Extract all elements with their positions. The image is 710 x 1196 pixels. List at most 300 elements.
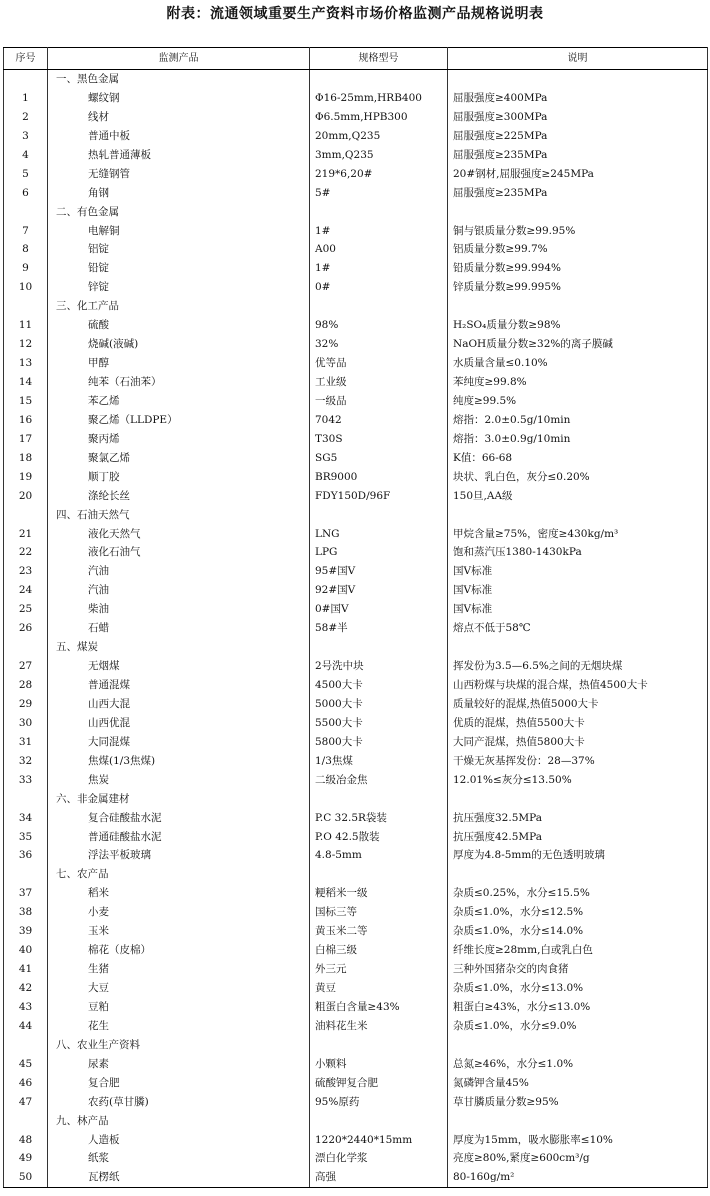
row-desc <box>448 506 708 525</box>
row-spec: 219*6,20# <box>310 165 448 184</box>
row-product: 大同混煤 <box>48 733 310 752</box>
row-product: 玉米 <box>48 922 310 941</box>
row-desc: 杂质≤1.0%，水分≤12.5% <box>448 903 708 922</box>
row-number: 8 <box>4 240 48 259</box>
row-number: 21 <box>4 525 48 544</box>
table-row <box>4 278 708 297</box>
row-number: 28 <box>4 676 48 695</box>
table-row <box>4 1017 708 1036</box>
row-desc: 挥发份为3.5—6.5%之间的无烟块煤 <box>448 657 708 676</box>
table-row <box>4 1149 708 1168</box>
row-spec: 小颗料 <box>310 1055 448 1074</box>
row-product: 石蜡 <box>48 619 310 638</box>
row-desc: 屈服强度≥300MPa <box>448 108 708 127</box>
row-desc: 纤维长度≥28mm,白或乳白色 <box>448 941 708 960</box>
row-product: 电解铜 <box>48 222 310 241</box>
row-desc: 块状、乳白色，灰分≤0.20% <box>448 468 708 487</box>
table-row <box>4 449 708 468</box>
row-spec: 1/3焦煤 <box>310 752 448 771</box>
row-desc: 抗压强度32.5MPa <box>448 809 708 828</box>
category-label: 九、林产品 <box>48 1112 310 1131</box>
table-row <box>4 998 708 1017</box>
row-product: 纯苯（石油苯） <box>48 373 310 392</box>
row-desc: 总氮≥46%，水分≤1.0% <box>448 1055 708 1074</box>
row-number <box>4 638 48 657</box>
row-desc: 熔点不低于58℃ <box>448 619 708 638</box>
row-number: 14 <box>4 373 48 392</box>
row-spec: 92#国Ⅴ <box>310 581 448 600</box>
row-spec: 3mm,Q235 <box>310 146 448 165</box>
row-desc: 山西粉煤与块煤的混合煤，热值4500大卡 <box>448 676 708 695</box>
row-number: 18 <box>4 449 48 468</box>
table-row <box>4 525 708 544</box>
row-spec: LPG <box>310 543 448 562</box>
row-product: 聚乙烯（LLDPE） <box>48 411 310 430</box>
row-spec: 油料花生米 <box>310 1017 448 1036</box>
category-label: 五、煤炭 <box>48 638 310 657</box>
table-row <box>4 127 708 146</box>
row-product: 硫酸 <box>48 316 310 335</box>
row-number: 10 <box>4 278 48 297</box>
row-product: 无烟煤 <box>48 657 310 676</box>
table-row <box>4 695 708 714</box>
category-row <box>4 1036 708 1055</box>
row-desc: 国Ⅴ标准 <box>448 562 708 581</box>
row-spec: 58#半 <box>310 619 448 638</box>
row-product: 花生 <box>48 1017 310 1036</box>
row-desc <box>448 638 708 657</box>
row-desc <box>448 203 708 222</box>
row-desc <box>448 297 708 316</box>
row-product: 山西优混 <box>48 714 310 733</box>
row-product: 棉花（皮棉） <box>48 941 310 960</box>
category-row <box>4 865 708 884</box>
row-spec: Φ16-25mm,HRB400 <box>310 89 448 108</box>
row-desc: K值：66-68 <box>448 449 708 468</box>
row-desc: 大同产混煤，热值5800大卡 <box>448 733 708 752</box>
row-spec: 2号洗中块 <box>310 657 448 676</box>
row-desc: 屈服强度≥400MPa <box>448 89 708 108</box>
row-desc: 国Ⅴ标准 <box>448 581 708 600</box>
table-row <box>4 846 708 865</box>
row-product: 汽油 <box>48 581 310 600</box>
row-desc <box>448 1036 708 1055</box>
table-row <box>4 487 708 506</box>
row-desc: 屈服强度≥225MPa <box>448 127 708 146</box>
row-spec: 5# <box>310 184 448 203</box>
row-desc: 20#钢材,屈服强度≥245MPa <box>448 165 708 184</box>
table-row <box>4 1131 708 1150</box>
table-row <box>4 411 708 430</box>
row-number: 9 <box>4 259 48 278</box>
row-spec: 0# <box>310 278 448 297</box>
row-product: 小麦 <box>48 903 310 922</box>
table-row <box>4 543 708 562</box>
row-number: 41 <box>4 960 48 979</box>
table-row <box>4 259 708 278</box>
category-row <box>4 1112 708 1131</box>
row-product: 大豆 <box>48 979 310 998</box>
row-number: 5 <box>4 165 48 184</box>
row-spec: P.C 32.5R袋装 <box>310 809 448 828</box>
row-product: 普通混煤 <box>48 676 310 695</box>
row-desc: 屈服强度≥235MPa <box>448 184 708 203</box>
table-row <box>4 392 708 411</box>
row-product: 线材 <box>48 108 310 127</box>
row-spec: 20mm,Q235 <box>310 127 448 146</box>
row-number: 33 <box>4 771 48 790</box>
category-label: 六、非金属建材 <box>48 790 310 809</box>
row-spec: FDY150D/96F <box>310 487 448 506</box>
row-number <box>4 297 48 316</box>
table-row <box>4 222 708 241</box>
row-spec: 1# <box>310 222 448 241</box>
row-number: 26 <box>4 619 48 638</box>
table-row <box>4 903 708 922</box>
row-spec: 国标三等 <box>310 903 448 922</box>
row-number: 30 <box>4 714 48 733</box>
row-product: 铅锭 <box>48 259 310 278</box>
table-row <box>4 922 708 941</box>
row-spec: 黄豆 <box>310 979 448 998</box>
category-row <box>4 70 708 89</box>
row-spec: 7042 <box>310 411 448 430</box>
row-spec: BR9000 <box>310 468 448 487</box>
row-desc: 屈服强度≥235MPa <box>448 146 708 165</box>
row-desc: 干燥无灰基挥发份：28—37% <box>448 752 708 771</box>
row-spec <box>310 297 448 316</box>
row-spec: Φ6.5mm,HPB300 <box>310 108 448 127</box>
table-row <box>4 316 708 335</box>
row-desc: 铝质量分数≥99.7% <box>448 240 708 259</box>
table-row <box>4 809 708 828</box>
table-row <box>4 1093 708 1112</box>
row-desc: 粗蛋白≥43%，水分≤13.0% <box>448 998 708 1017</box>
row-product: 聚氯乙烯 <box>48 449 310 468</box>
row-product: 豆粕 <box>48 998 310 1017</box>
row-number: 12 <box>4 335 48 354</box>
table-row <box>4 468 708 487</box>
row-desc: 杂质≤1.0%，水分≤14.0% <box>448 922 708 941</box>
row-number <box>4 790 48 809</box>
row-spec: 工业级 <box>310 373 448 392</box>
row-desc: 80-160g/m² <box>448 1168 708 1187</box>
row-desc: 氮磷钾含量45% <box>448 1074 708 1093</box>
row-spec: 1# <box>310 259 448 278</box>
row-desc <box>448 1112 708 1131</box>
row-desc: H₂SO₄质量分数≥98% <box>448 316 708 335</box>
row-desc: 甲烷含量≥75%，密度≥430kg/m³ <box>448 525 708 544</box>
row-spec: 外三元 <box>310 960 448 979</box>
row-number: 29 <box>4 695 48 714</box>
row-product: 顺丁胶 <box>48 468 310 487</box>
category-label: 四、石油天然气 <box>48 506 310 525</box>
row-spec: 1220*2440*15mm <box>310 1131 448 1150</box>
row-desc: 水质量含量≤0.10% <box>448 354 708 373</box>
table-row <box>4 600 708 619</box>
row-number: 49 <box>4 1149 48 1168</box>
row-desc: 饱和蒸汽压1380-1430kPa <box>448 543 708 562</box>
row-product: 焦炭 <box>48 771 310 790</box>
row-product: 锌锭 <box>48 278 310 297</box>
page-title: 附表：流通领域重要生产资料市场价格监测产品规格说明表 <box>166 6 544 22</box>
row-desc: 熔指：2.0±0.5g/10min <box>448 411 708 430</box>
row-number: 38 <box>4 903 48 922</box>
table-row <box>4 562 708 581</box>
row-number <box>4 1112 48 1131</box>
row-spec <box>310 638 448 657</box>
row-number <box>4 203 48 222</box>
row-number: 45 <box>4 1055 48 1074</box>
row-product: 焦煤(1/3焦煤) <box>48 752 310 771</box>
spec-table <box>3 47 708 1188</box>
row-number: 24 <box>4 581 48 600</box>
row-product: 纸浆 <box>48 1149 310 1168</box>
category-label: 七、农产品 <box>48 865 310 884</box>
table-row <box>4 354 708 373</box>
row-number: 23 <box>4 562 48 581</box>
row-product: 液化天然气 <box>48 525 310 544</box>
row-product: 涤纶长丝 <box>48 487 310 506</box>
row-product: 苯乙烯 <box>48 392 310 411</box>
row-desc: 12.01%≤灰分≤13.50% <box>448 771 708 790</box>
row-number: 17 <box>4 430 48 449</box>
row-spec <box>310 1036 448 1055</box>
row-number: 46 <box>4 1074 48 1093</box>
row-product: 稻米 <box>48 884 310 903</box>
row-spec: 优等品 <box>310 354 448 373</box>
row-spec: SG5 <box>310 449 448 468</box>
row-number: 1 <box>4 89 48 108</box>
row-number: 50 <box>4 1168 48 1187</box>
row-number: 27 <box>4 657 48 676</box>
row-number: 36 <box>4 846 48 865</box>
row-spec: 4.8-5mm <box>310 846 448 865</box>
row-spec: 5800大卡 <box>310 733 448 752</box>
row-spec: P.O 42.5散装 <box>310 828 448 847</box>
row-spec: 5000大卡 <box>310 695 448 714</box>
table-row <box>4 714 708 733</box>
category-row <box>4 203 708 222</box>
row-number: 25 <box>4 600 48 619</box>
row-product: 液化石油气 <box>48 543 310 562</box>
category-label: 八、农业生产资料 <box>48 1036 310 1055</box>
row-desc: 草甘膦质量分数≥95% <box>448 1093 708 1112</box>
row-number: 34 <box>4 809 48 828</box>
row-number: 43 <box>4 998 48 1017</box>
table-row <box>4 676 708 695</box>
row-spec <box>310 790 448 809</box>
table-row <box>4 581 708 600</box>
row-desc: 亮度≥80%,紧度≥600cm³/g <box>448 1149 708 1168</box>
row-number <box>4 70 48 89</box>
table-row <box>4 884 708 903</box>
row-number: 48 <box>4 1131 48 1150</box>
row-number: 32 <box>4 752 48 771</box>
row-product: 浮法平板玻璃 <box>48 846 310 865</box>
row-product: 汽油 <box>48 562 310 581</box>
row-desc: 铅质量分数≥99.994% <box>448 259 708 278</box>
header-spec: 规格型号 <box>310 48 448 70</box>
row-spec: 粗蛋白含量≥43% <box>310 998 448 1017</box>
row-desc: 杂质≤0.25%，水分≤15.5% <box>448 884 708 903</box>
category-label: 一、黑色金属 <box>48 70 310 89</box>
row-desc: 优质的混煤，热值5500大卡 <box>448 714 708 733</box>
row-number: 44 <box>4 1017 48 1036</box>
row-spec: 漂白化学浆 <box>310 1149 448 1168</box>
row-desc: 熔指：3.0±0.9g/10min <box>448 430 708 449</box>
table-row <box>4 1074 708 1093</box>
row-number <box>4 1036 48 1055</box>
table-row <box>4 733 708 752</box>
row-spec: 白棉三级 <box>310 941 448 960</box>
table-row <box>4 165 708 184</box>
category-label: 二、有色金属 <box>48 203 310 222</box>
row-number <box>4 506 48 525</box>
row-number: 11 <box>4 316 48 335</box>
header-no: 序号 <box>4 48 48 70</box>
row-number: 15 <box>4 392 48 411</box>
header-product: 监测产品 <box>48 48 310 70</box>
table-header-row <box>4 48 708 70</box>
row-product: 尿素 <box>48 1055 310 1074</box>
row-desc: 厚度为15mm，吸水膨胀率≤10% <box>448 1131 708 1150</box>
category-row <box>4 638 708 657</box>
row-desc: 杂质≤1.0%，水分≤13.0% <box>448 979 708 998</box>
row-spec: A00 <box>310 240 448 259</box>
table-row <box>4 240 708 259</box>
table-row <box>4 184 708 203</box>
row-spec: T30S <box>310 430 448 449</box>
row-product: 人造板 <box>48 1131 310 1150</box>
row-product: 农药(草甘膦) <box>48 1093 310 1112</box>
row-spec <box>310 1112 448 1131</box>
row-number: 13 <box>4 354 48 373</box>
category-row <box>4 297 708 316</box>
row-spec: 一级品 <box>310 392 448 411</box>
table-row <box>4 335 708 354</box>
table-row <box>4 960 708 979</box>
row-desc: 厚度为4.8-5mm的无色透明玻璃 <box>448 846 708 865</box>
row-product: 热轧普通薄板 <box>48 146 310 165</box>
row-product: 生猪 <box>48 960 310 979</box>
row-desc: 锌质量分数≥99.995% <box>448 278 708 297</box>
row-spec: 0#国Ⅴ <box>310 600 448 619</box>
row-number: 20 <box>4 487 48 506</box>
row-spec <box>310 506 448 525</box>
row-spec <box>310 70 448 89</box>
row-product: 普通中板 <box>48 127 310 146</box>
row-product: 铝锭 <box>48 240 310 259</box>
row-spec: 黄玉米二等 <box>310 922 448 941</box>
table-row <box>4 979 708 998</box>
table-row <box>4 619 708 638</box>
row-number: 6 <box>4 184 48 203</box>
table-row <box>4 146 708 165</box>
row-desc: 铜与银质量分数≥99.95% <box>448 222 708 241</box>
table-row <box>4 941 708 960</box>
row-product: 山西大混 <box>48 695 310 714</box>
row-spec: 二级冶金焦 <box>310 771 448 790</box>
row-number: 19 <box>4 468 48 487</box>
row-product: 柴油 <box>48 600 310 619</box>
table-row <box>4 1055 708 1074</box>
row-spec <box>310 203 448 222</box>
row-desc: 杂质≤1.0%，水分≤9.0% <box>448 1017 708 1036</box>
table-row <box>4 752 708 771</box>
row-desc <box>448 790 708 809</box>
row-number <box>4 865 48 884</box>
header-desc: 说明 <box>448 48 708 70</box>
row-desc: 国Ⅴ标准 <box>448 600 708 619</box>
row-spec: 98% <box>310 316 448 335</box>
table-row <box>4 1168 708 1187</box>
row-product: 瓦楞纸 <box>48 1168 310 1187</box>
row-spec: 95%原药 <box>310 1093 448 1112</box>
row-number: 37 <box>4 884 48 903</box>
row-spec: 高强 <box>310 1168 448 1187</box>
row-spec: 5500大卡 <box>310 714 448 733</box>
table-row <box>4 373 708 392</box>
table-row <box>4 89 708 108</box>
row-number: 4 <box>4 146 48 165</box>
row-desc <box>448 865 708 884</box>
table-body <box>4 70 708 1188</box>
row-desc: 抗压强度42.5MPa <box>448 828 708 847</box>
row-spec: 粳稻米一级 <box>310 884 448 903</box>
row-number: 42 <box>4 979 48 998</box>
row-product: 烧碱(液碱) <box>48 335 310 354</box>
row-product: 复合肥 <box>48 1074 310 1093</box>
table-row <box>4 828 708 847</box>
table-row <box>4 430 708 449</box>
row-desc: 150旦,AA级 <box>448 487 708 506</box>
row-spec: 32% <box>310 335 448 354</box>
row-number: 31 <box>4 733 48 752</box>
row-spec <box>310 865 448 884</box>
table-row <box>4 108 708 127</box>
row-desc: 纯度≥99.5% <box>448 392 708 411</box>
row-spec: 4500大卡 <box>310 676 448 695</box>
table-row <box>4 771 708 790</box>
row-product: 螺纹钢 <box>48 89 310 108</box>
row-product: 无缝钢管 <box>48 165 310 184</box>
row-spec: 95#国Ⅴ <box>310 562 448 581</box>
row-number: 39 <box>4 922 48 941</box>
row-number: 47 <box>4 1093 48 1112</box>
row-product: 角钢 <box>48 184 310 203</box>
row-spec: LNG <box>310 525 448 544</box>
table-row <box>4 657 708 676</box>
category-row <box>4 790 708 809</box>
row-number: 16 <box>4 411 48 430</box>
row-number: 22 <box>4 543 48 562</box>
row-product: 聚丙烯 <box>48 430 310 449</box>
row-number: 2 <box>4 108 48 127</box>
row-number: 40 <box>4 941 48 960</box>
row-number: 3 <box>4 127 48 146</box>
row-desc: 三种外国猪杂交的肉食猪 <box>448 960 708 979</box>
row-desc <box>448 70 708 89</box>
row-product: 甲醇 <box>48 354 310 373</box>
row-desc: NaOH质量分数≥32%的离子膜碱 <box>448 335 708 354</box>
row-product: 复合硅酸盐水泥 <box>48 809 310 828</box>
row-number: 7 <box>4 222 48 241</box>
row-product: 普通硅酸盐水泥 <box>48 828 310 847</box>
category-label: 三、化工产品 <box>48 297 310 316</box>
row-desc: 苯纯度≥99.8% <box>448 373 708 392</box>
row-desc: 质量较好的混煤,热值5000大卡 <box>448 695 708 714</box>
